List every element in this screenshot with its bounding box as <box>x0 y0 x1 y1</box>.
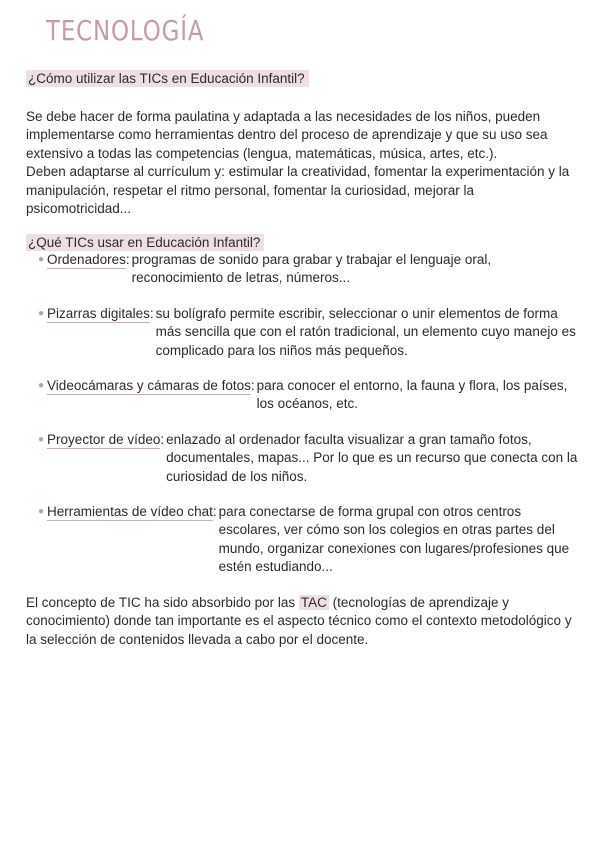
term-description: para conectarse de forma grupal con otros centros escolares, ver cómo son los colegios en otras partes del mundo, organizar conexiones con lugares/profesiones que estén estudiando... <box>218 504 570 575</box>
highlighted-term-tac: TAC <box>300 595 327 610</box>
list-item-ordenadores <box>38 251 578 288</box>
bullet-icon: ● <box>38 254 45 265</box>
bullet-icon: ● <box>38 308 45 319</box>
bullet-icon: ● <box>38 506 45 517</box>
list-term: ● Proyector de vídeo : <box>38 431 164 486</box>
term-label: Ordenadores <box>47 252 126 267</box>
closing-text: El concepto de TIC ha sido absorbido por las <box>26 595 299 610</box>
intro-sentence: Se debe hacer de forma paulatina y adaptada a las necesidades de los niños, pueden implementarse como herramientas dentro del proceso de aprendizaje y que su uso sea extensivo a todas las competencias (lengua, matemáticas, música, artes, etc.). <box>26 109 548 161</box>
page-title: TECNOLOGÍA <box>46 14 205 47</box>
highlighted-question: ¿Cómo utilizar las TICs en Educación Infantil? <box>26 70 309 87</box>
closing-paragraph <box>26 594 574 649</box>
bullet-icon: ● <box>38 380 45 391</box>
list-term: ● Herramientas de vídeo chat : <box>38 503 217 577</box>
list-item-proyector <box>38 431 578 486</box>
intro-sentence: Deben adaptarse al currículum y: estimular la creatividad, fomentar la experimentación y la manipulación, respetar el ritmo personal, fomentar la curiosidad, mejorar la psicomotricidad... <box>26 164 570 217</box>
term-description: su bolígrafo permite escribir, seleccionar o unir elementos de forma más sencilla que con el ratón tradicional, un elemento cuyo manejo es complicado para los niños más pequeños. <box>155 306 576 358</box>
bullet-icon: ● <box>38 434 45 445</box>
term-label: Herramientas de vídeo chat <box>47 504 213 519</box>
term-label: Proyector de vídeo <box>47 432 161 447</box>
intro-paragraph <box>26 108 574 218</box>
term-description: para conocer el entorno, la fauna y flora, los países, los océanos, etc. <box>256 378 568 412</box>
term-label: Videocámaras y cámaras de fotos <box>47 378 251 393</box>
highlighted-question: ¿Qué TICs usar en Educación Infantil? <box>26 234 264 251</box>
term-label: Pizarras digitales <box>47 306 150 321</box>
term-description: enlazado al ordenador faculta visualizar a gran tamaño fotos, documentales, mapas... Por lo que es un recurso que conecta con la curiosidad de los niños. <box>166 432 578 484</box>
list-term: ● Videocámaras y cámaras de fotos : <box>38 377 255 414</box>
list-item-videochat <box>38 503 578 577</box>
question-heading-how <box>26 70 309 88</box>
closing-text: (tecnologías de aprendizaje y conocimiento) donde tan importante es el aspecto técnico como el contexto metodológico y la selección de contenidos llevada a cabo por el docente. <box>26 595 572 647</box>
list-item-videocamaras <box>38 377 578 414</box>
term-description: programas de sonido para grabar y trabajar el lenguaje oral, reconocimiento de letras, números... <box>131 252 492 286</box>
list-term: ● Ordenadores : <box>38 251 130 288</box>
question-heading-which <box>26 234 264 252</box>
list-term: ● Pizarras digitales : <box>38 305 154 360</box>
list-item-pizarras <box>38 305 578 360</box>
